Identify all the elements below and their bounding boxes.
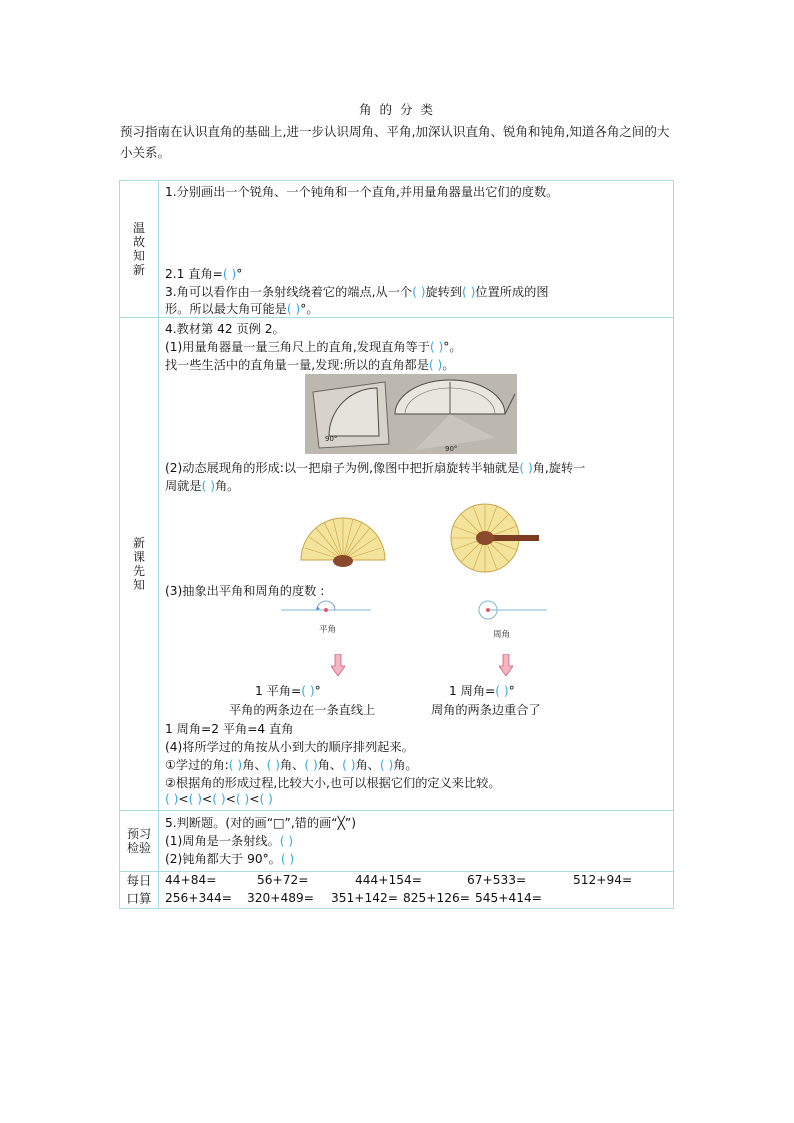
answer-blank[interactable]: ( ) — [379, 758, 394, 772]
statement-1: (1)周角是一条射线。( ) — [165, 834, 294, 848]
round-angle-equation: 1 周角=( )° — [449, 684, 515, 698]
calc-item: 320+489= — [247, 891, 314, 905]
answer-blank[interactable]: ( ) — [428, 358, 443, 372]
question-4: 4.教材第 42 页例 2。 — [165, 322, 285, 336]
answer-blank[interactable]: ( ) — [429, 340, 444, 354]
part-2-line-1: (2)动态展现角的形成:以一把扇子为例,像图中把折扇旋转半轴就是( )角,旋转一 — [165, 461, 586, 475]
question-5: 5.判断题。(对的画“□”,错的画“╳”) — [165, 816, 356, 830]
answer-blank[interactable]: ( ) — [519, 461, 533, 475]
calc-item: 512+94= — [573, 873, 633, 887]
question-1: 1.分别画出一个锐角、一个钝角和一个直角,并用量角器量出它们的度数。 — [165, 185, 559, 199]
round-angle-label: 周角 — [493, 630, 511, 640]
answer-blank[interactable]: ( ) — [259, 792, 273, 806]
review-cell — [159, 181, 674, 318]
protractor-label-left: 90° — [325, 435, 338, 443]
answer-blank[interactable]: ( ) — [304, 758, 318, 772]
worksheet-table — [119, 180, 674, 909]
straight-angle-diagram — [277, 598, 377, 648]
question-3-line-2: 形。所以最大角可能是( )°。 — [165, 302, 319, 316]
angle-order-row: ( )<( )<( )<( )<( ) — [165, 792, 273, 806]
calc-item: 56+72= — [257, 873, 309, 887]
calc-item: 825+126= — [403, 891, 470, 905]
answer-blank[interactable]: ( ) — [280, 852, 295, 866]
half-fan-image — [297, 508, 389, 568]
answer-blank[interactable]: ( ) — [286, 302, 301, 316]
round-angle-diagram — [471, 598, 551, 648]
answer-blank[interactable]: ( ) — [228, 758, 243, 772]
protractor-label-right: 90° — [445, 445, 458, 453]
part-4-2: ②根据角的形成过程,比较大小,也可以根据它们的定义来比较。 — [165, 776, 501, 790]
answer-blank[interactable]: ( ) — [412, 285, 426, 299]
answer-blank[interactable]: ( ) — [301, 684, 315, 698]
calc-item: 351+142= — [331, 891, 398, 905]
statement-2: (2)钝角都大于 90°。( ) — [165, 852, 295, 866]
answer-blank[interactable]: ( ) — [279, 834, 294, 848]
answer-blank[interactable]: ( ) — [495, 684, 509, 698]
section-label-review: 温故知新 — [120, 181, 159, 318]
part-3: (3)抽象出平角和周角的度数 : — [165, 584, 325, 598]
daily-row-2 — [165, 891, 542, 905]
calc-item: 444+154= — [355, 873, 422, 887]
protractor-image — [305, 374, 517, 454]
angle-relation: 1 周角=2 平角=4 直角 — [165, 722, 294, 736]
answer-blank[interactable]: ( ) — [201, 479, 215, 493]
answer-blank[interactable]: ( ) — [266, 758, 280, 772]
answer-blank[interactable]: ( ) — [342, 758, 356, 772]
part-1: (1)用量角器量一量三角尺上的直角,发现直角等于( )°。 — [165, 340, 462, 354]
down-arrow-icon — [499, 654, 513, 676]
answer-blank[interactable]: ( ) — [188, 792, 202, 806]
preview-guide: 预习指南在认识直角的基础上,进一步认识周角、平角,加深认识直角、锐角和钝角,知道各角之间的大小关系。 — [120, 124, 670, 160]
daily-cell — [159, 872, 674, 909]
full-fan-image — [447, 498, 543, 578]
straight-angle-description: 平角的两条边在一条直线上 — [229, 703, 376, 717]
question-3-line-1: 3.角可以看作由一条射线绕着它的端点,从一个( )旋转到( )位置所成的图 — [165, 285, 549, 299]
calc-item: 44+84= — [165, 873, 217, 887]
answer-blank[interactable]: ( ) — [235, 792, 250, 806]
down-arrow-icon — [331, 654, 345, 676]
part-4-1: ①学过的角:( )角、( )角、( )角、( )角、( )角。 — [165, 758, 418, 772]
new-lesson-cell — [159, 318, 674, 811]
calc-item: 256+344= — [165, 891, 232, 905]
protractor-photo — [305, 374, 517, 454]
straight-angle-label: 平角 — [319, 625, 337, 635]
straight-angle-equation: 1 平角=( )° — [255, 684, 321, 698]
calc-item: 545+414= — [475, 891, 542, 905]
question-2: 2.1 直角=( )° — [165, 267, 243, 281]
answer-blank[interactable]: ( ) — [165, 792, 179, 806]
answer-blank[interactable]: ( ) — [212, 792, 226, 806]
part-2-line-2: 周就是( )角。 — [165, 479, 240, 493]
section-label-check: 预习检验 — [120, 811, 159, 872]
page-title: 角 的 分 类 — [359, 102, 435, 117]
round-angle-description: 周角的两条边重合了 — [431, 703, 541, 717]
part-1-continued: 找一些生活中的直角量一量,发现:所以的直角都是( )。 — [165, 358, 455, 372]
part-4: (4)将所学过的角按从小到大的顺序排列起来。 — [165, 740, 414, 754]
section-label-new: 新课先知 — [120, 318, 159, 811]
calc-item: 67+533= — [467, 873, 527, 887]
daily-row-1 — [165, 873, 632, 887]
answer-blank[interactable]: ( ) — [222, 267, 237, 281]
check-cell — [159, 811, 674, 872]
section-label-daily: 每日口算 — [120, 872, 159, 909]
answer-blank[interactable]: ( ) — [462, 285, 476, 299]
